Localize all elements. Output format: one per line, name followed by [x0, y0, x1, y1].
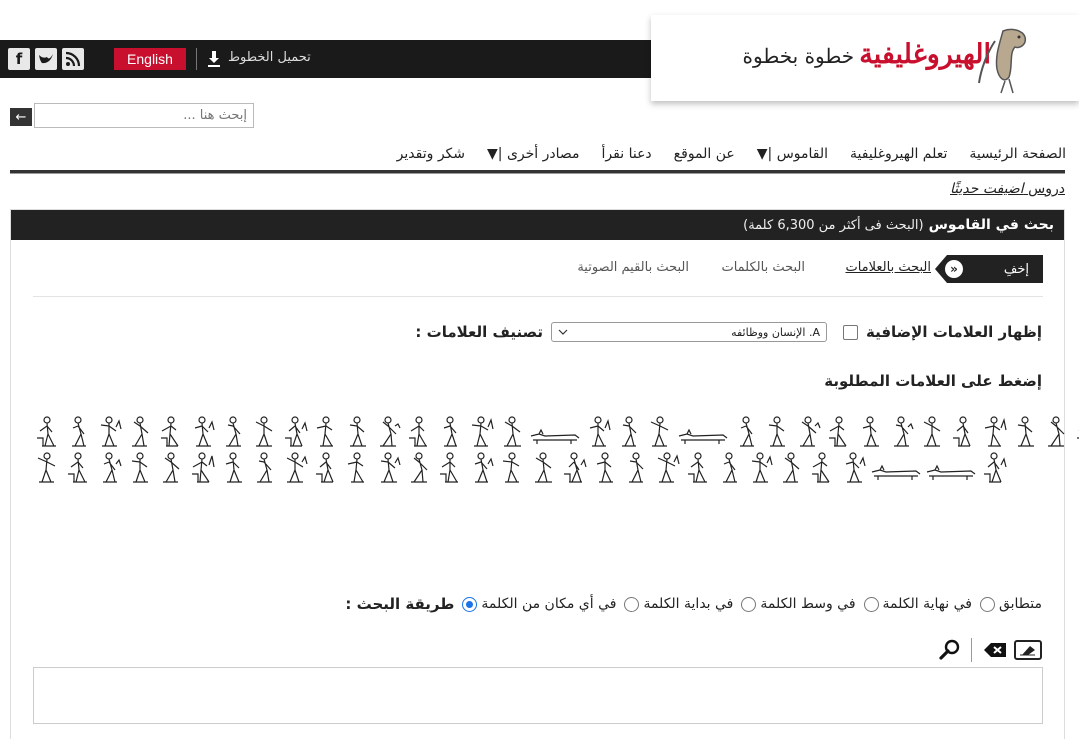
- search-icon[interactable]: [939, 639, 961, 661]
- extra-signs-checkbox[interactable]: [843, 325, 858, 340]
- hieroglyph-sign[interactable]: [95, 416, 123, 450]
- hieroglyph-sign[interactable]: [715, 452, 743, 486]
- hieroglyph-sign[interactable]: [870, 452, 922, 486]
- hieroglyph-sign[interactable]: [64, 416, 92, 450]
- site-logo[interactable]: [651, 15, 1079, 101]
- double-chevron-icon: «: [945, 260, 963, 278]
- hieroglyph-sign[interactable]: [436, 452, 464, 486]
- social-links: [8, 48, 84, 70]
- ibis-logo-icon: [969, 23, 1039, 95]
- site-search-input[interactable]: [34, 103, 254, 128]
- twitter-icon[interactable]: [35, 48, 57, 70]
- hieroglyph-sign[interactable]: [33, 452, 61, 486]
- hieroglyph-sign[interactable]: [856, 416, 884, 450]
- hieroglyph-sign[interactable]: [343, 416, 371, 450]
- hieroglyph-sign[interactable]: [560, 452, 588, 486]
- hieroglyph-sign[interactable]: [732, 416, 760, 450]
- rss-icon[interactable]: [62, 48, 84, 70]
- tab-search-signs[interactable]: البحث بالعلامات: [845, 260, 931, 275]
- logo-title: الهيروغليفية: [859, 39, 991, 70]
- hide-panel-button[interactable]: إخفِ «: [947, 255, 1043, 283]
- divider: [196, 48, 197, 70]
- nav-lets-read[interactable]: دعنا نقرأ: [601, 146, 652, 162]
- radio-button[interactable]: [462, 597, 477, 612]
- hieroglyph-sign[interactable]: [250, 416, 278, 450]
- backspace-icon[interactable]: [982, 640, 1008, 660]
- eraser-icon[interactable]: [1014, 640, 1042, 660]
- radio-button[interactable]: [741, 597, 756, 612]
- hieroglyph-sign[interactable]: [498, 452, 526, 486]
- hieroglyph-sign[interactable]: [281, 452, 309, 486]
- hieroglyph-sign[interactable]: [157, 416, 185, 450]
- nav-about[interactable]: عن الموقع: [673, 146, 735, 162]
- method-exact[interactable]: متطابق: [980, 596, 1042, 612]
- hieroglyph-sign[interactable]: [157, 452, 185, 486]
- input-tools: [939, 638, 1042, 662]
- hieroglyph-sign[interactable]: [615, 416, 643, 450]
- search-arrow-button[interactable]: ←: [10, 108, 32, 126]
- facebook-icon[interactable]: f: [8, 48, 30, 70]
- hieroglyph-sign[interactable]: [64, 452, 92, 486]
- tab-search-phonetic[interactable]: البحث بالقيم الصوتية: [577, 260, 689, 275]
- hieroglyph-sign[interactable]: [839, 452, 867, 486]
- hieroglyph-sign[interactable]: [1073, 416, 1079, 450]
- hieroglyph-sign[interactable]: [529, 452, 557, 486]
- hieroglyph-sign[interactable]: [126, 416, 154, 450]
- radio-button[interactable]: [864, 597, 879, 612]
- download-icon[interactable]: [206, 50, 222, 68]
- dictionary-search-panel: [10, 209, 1065, 739]
- panel-subtitle: (البحث فى أكثر من 6,300 كلمة): [743, 217, 924, 233]
- hieroglyph-sign[interactable]: [219, 452, 247, 486]
- extra-signs-label: إظهار العلامات الإضافية: [866, 323, 1042, 341]
- glyph-row: [33, 451, 1033, 487]
- hieroglyph-sign[interactable]: [925, 452, 977, 486]
- hieroglyph-sign[interactable]: [949, 416, 977, 450]
- search-method-label: طريقة البحث :: [345, 595, 455, 613]
- hieroglyph-sign[interactable]: [374, 416, 402, 450]
- glyph-input-box[interactable]: [33, 667, 1043, 724]
- hieroglyph-sign[interactable]: [1011, 416, 1039, 450]
- classify-select[interactable]: A. الإنسان ووظائفه: [551, 322, 827, 342]
- hieroglyph-sign[interactable]: [646, 416, 674, 450]
- nav-dictionary[interactable]: القاموس |▼: [756, 146, 829, 162]
- hieroglyph-sign[interactable]: [281, 416, 309, 450]
- hieroglyph-sign[interactable]: [684, 452, 712, 486]
- nav-home[interactable]: الصفحة الرئيسية: [969, 146, 1066, 162]
- hieroglyph-sign[interactable]: [777, 452, 805, 486]
- method-start[interactable]: في بداية الكلمة: [624, 596, 733, 612]
- hieroglyph-sign[interactable]: [33, 416, 61, 450]
- hieroglyph-sign[interactable]: [529, 416, 581, 450]
- tab-search-words[interactable]: البحث بالكلمات: [721, 260, 805, 275]
- english-language-button[interactable]: English: [114, 48, 186, 70]
- classify-label: تصنيف العلامات :: [415, 323, 543, 341]
- hieroglyph-sign[interactable]: [1042, 416, 1070, 450]
- press-signs-label: إضغط على العلامات المطلوبة: [824, 372, 1042, 390]
- hieroglyph-sign[interactable]: [763, 416, 791, 450]
- search-tabs: [33, 255, 1043, 297]
- hieroglyph-sign[interactable]: [584, 416, 612, 450]
- hieroglyph-sign[interactable]: [653, 452, 681, 486]
- hieroglyph-sign[interactable]: [219, 416, 247, 450]
- hieroglyph-sign[interactable]: [980, 452, 1008, 486]
- nav-thanks[interactable]: شكر وتقدير: [396, 146, 466, 162]
- method-end[interactable]: في نهاية الكلمة: [864, 596, 972, 612]
- hieroglyph-sign[interactable]: [677, 416, 729, 450]
- panel-header: [11, 210, 1064, 240]
- method-middle[interactable]: في وسط الكلمة: [741, 596, 855, 612]
- hieroglyph-sign[interactable]: [467, 452, 495, 486]
- hieroglyph-sign[interactable]: [467, 416, 495, 450]
- logo-subtitle: خطوة بخطوة: [742, 44, 855, 68]
- hieroglyph-sign[interactable]: [250, 452, 278, 486]
- hieroglyph-sign[interactable]: [746, 452, 774, 486]
- hieroglyph-sign[interactable]: [980, 416, 1008, 450]
- panel-title: بحث في القاموس: [928, 217, 1054, 233]
- divider: [971, 638, 972, 662]
- nav-learn[interactable]: تعلم الهيروغليفية: [850, 146, 948, 162]
- download-fonts-link[interactable]: تحميل الخطوط: [228, 50, 311, 65]
- hieroglyph-sign[interactable]: [887, 416, 915, 450]
- radio-button[interactable]: [624, 597, 639, 612]
- hieroglyph-sign[interactable]: [126, 452, 154, 486]
- recent-lessons-link[interactable]: دروس اضيفت حديثًا: [950, 181, 1065, 197]
- hieroglyph-sign[interactable]: [405, 452, 433, 486]
- hieroglyph-sign[interactable]: [95, 452, 123, 486]
- hieroglyph-sign[interactable]: [591, 452, 619, 486]
- hieroglyph-sign[interactable]: [405, 416, 433, 450]
- hieroglyph-sign[interactable]: [808, 452, 836, 486]
- hieroglyph-sign[interactable]: [622, 452, 650, 486]
- classify-row: [415, 322, 1042, 342]
- hieroglyph-sign[interactable]: [918, 416, 946, 450]
- hieroglyph-sign[interactable]: [188, 416, 216, 450]
- hieroglyph-sign[interactable]: [312, 416, 340, 450]
- glyph-row: [33, 415, 1033, 451]
- nav-other-sources[interactable]: مصادر أخرى |▼: [487, 146, 580, 162]
- chevron-down-icon: [558, 329, 568, 335]
- search-method-row: [341, 595, 1042, 613]
- main-nav: [320, 143, 1066, 165]
- hieroglyph-sign[interactable]: [436, 416, 464, 450]
- hieroglyph-sign[interactable]: [374, 452, 402, 486]
- hieroglyph-sign[interactable]: [312, 452, 340, 486]
- method-anywhere[interactable]: في أي مكان من الكلمة: [462, 596, 616, 612]
- nav-divider: [10, 170, 1065, 174]
- hieroglyph-sign[interactable]: [498, 416, 526, 450]
- hieroglyph-sign[interactable]: [794, 416, 822, 450]
- hieroglyph-grid: [33, 415, 1033, 487]
- radio-button[interactable]: [980, 597, 995, 612]
- hieroglyph-sign[interactable]: [825, 416, 853, 450]
- hieroglyph-sign[interactable]: [343, 452, 371, 486]
- hieroglyph-sign[interactable]: [188, 452, 216, 486]
